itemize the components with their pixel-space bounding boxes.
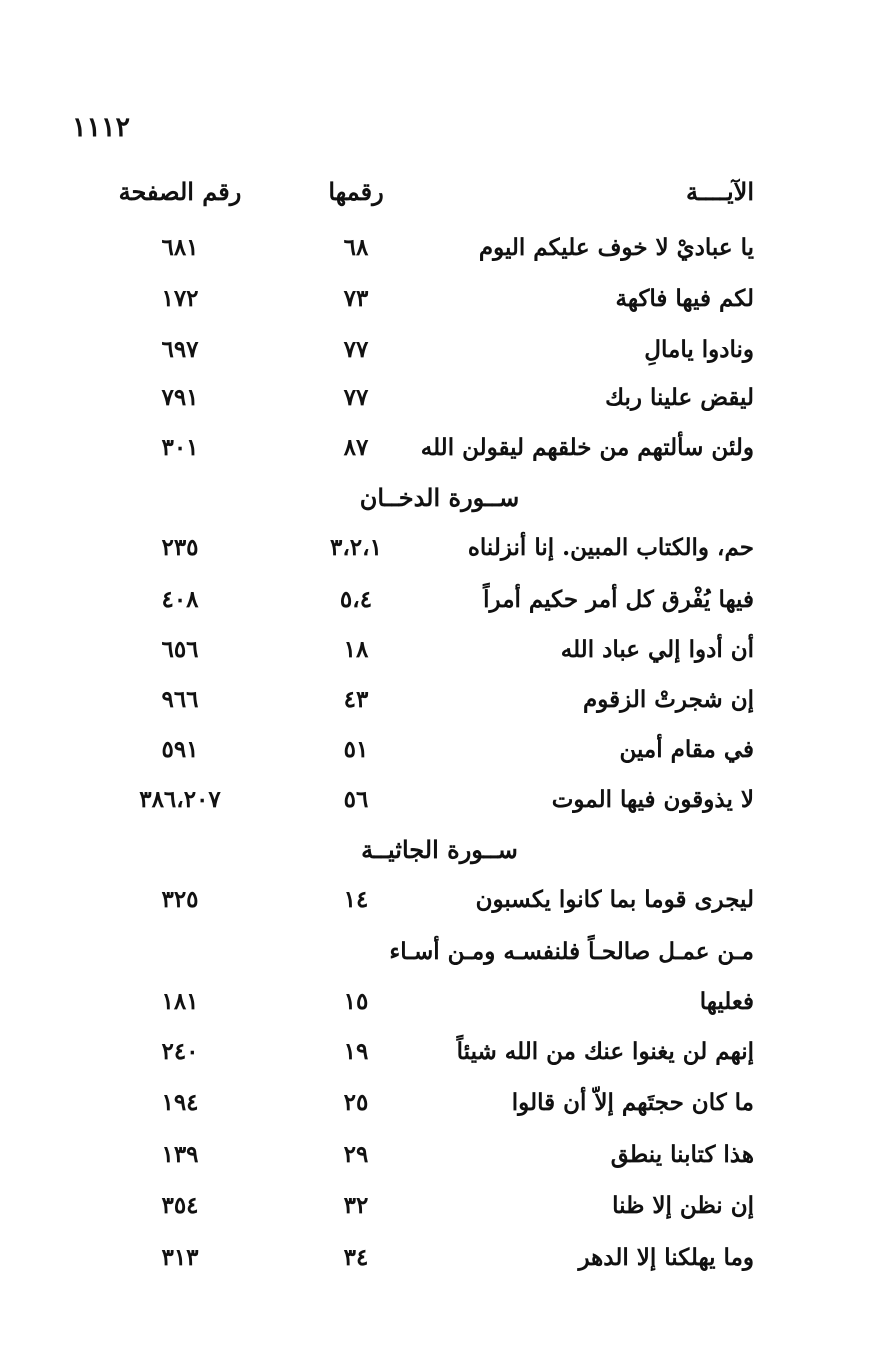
table-row <box>0 880 879 920</box>
verse-text: إن نظن إلا ظنا <box>612 1192 754 1219</box>
verse-text: هذا كتابنا ينطق <box>610 1141 754 1168</box>
page-ref: ٩٦٦ <box>161 686 199 713</box>
page-number: ١١١٢ <box>72 112 131 143</box>
header-page: رقم الصفحة <box>118 177 242 206</box>
verse-number: ١٤ <box>343 886 369 913</box>
verse-number: ٢٩ <box>343 1141 369 1168</box>
verse-number: ٤٣ <box>343 686 369 713</box>
verse-number: ١٨ <box>343 636 369 663</box>
table-header <box>0 172 879 212</box>
table-row <box>0 932 879 972</box>
table-row <box>0 630 879 670</box>
verse-text: لا يذوقون فيها الموت <box>551 786 754 813</box>
page-ref: ٣١٣ <box>161 1244 199 1271</box>
table-row <box>0 680 879 720</box>
verse-number: ٨٧ <box>343 434 369 461</box>
table-row <box>0 1186 879 1226</box>
verse-text: ليقض علينا ربك <box>605 384 754 411</box>
surah-title: ســورة الجاثيــة <box>361 835 518 864</box>
verse-text: وما يهلكنا إلا الدهر <box>578 1244 754 1271</box>
page-ref: ٦٥٦ <box>161 636 199 663</box>
page-ref: ١٧٢ <box>161 285 199 312</box>
verse-text: فعليها <box>699 988 754 1015</box>
verse-text: إن شجرتْ الزقوم <box>583 686 754 713</box>
verse-text: مـن عمـل صالحـاً فلنفسـه ومـن أسـاء <box>389 938 754 965</box>
table-row <box>0 228 879 268</box>
page-ref: ٣٥٤ <box>161 1192 199 1219</box>
table-row <box>0 428 879 468</box>
verse-number: ٥١ <box>343 736 369 763</box>
page-ref: ٣٠١ <box>161 434 199 461</box>
verse-number: ٣٢ <box>343 1192 369 1219</box>
table-row <box>0 528 879 568</box>
table-row <box>0 780 879 820</box>
verse-number: ٦٨ <box>343 234 369 261</box>
header-number: رقمها <box>328 177 384 206</box>
surah-title: ســورة الدخــان <box>359 483 520 512</box>
page-ref: ٢٣٥ <box>161 534 199 561</box>
verse-number: ٥٦ <box>343 786 369 813</box>
verse-text: يا عباديْ لا خوف عليكم اليوم <box>478 234 754 261</box>
verse-text: حم، والكتاب المبين. إنا أنزلناه <box>467 534 754 561</box>
page-ref: ٢٤٠ <box>161 1038 199 1065</box>
page-ref: ٥٩١ <box>161 736 199 763</box>
table-row <box>0 279 879 319</box>
page-ref: ١٨١ <box>161 988 199 1015</box>
verse-text: ونادوا يامالِ <box>644 336 754 363</box>
verse-text: ولئن سألتهم من خلقهم ليقولن الله <box>420 434 754 461</box>
table-row <box>0 330 879 370</box>
table-row <box>0 378 879 418</box>
page-ref: ٦٨١ <box>161 234 199 261</box>
verse-text: في مقام أمين <box>619 736 754 763</box>
verse-text: فيها يُفْرق كل أمر حكيم أمراً <box>483 586 754 613</box>
table-row <box>0 580 879 620</box>
header-verse: الآيــــة <box>685 177 754 206</box>
table-row <box>0 1083 879 1123</box>
verse-text: لكم فيها فاكهة <box>615 285 754 312</box>
table-row <box>0 1135 879 1175</box>
verse-number: ٢٥ <box>343 1089 369 1116</box>
verse-number: ٧٧ <box>343 384 369 411</box>
verse-number: ١٩ <box>343 1038 369 1065</box>
page-ref <box>60 932 300 972</box>
page-ref: ٣٨٦،٢٠٧ <box>139 786 221 813</box>
verse-text: ليجرى قوما بما كانوا يكسبون <box>475 886 754 913</box>
page-ref: ٦٩٧ <box>161 336 199 363</box>
verse-number: ١٥ <box>343 988 369 1015</box>
page-ref: ١٣٩ <box>161 1141 199 1168</box>
verse-number: ٣٤ <box>343 1244 369 1271</box>
verse-text: ما كان حجتَهم إلاّ أن قالوا <box>511 1089 754 1116</box>
verse-number: ٥،٤ <box>339 586 373 613</box>
verse-text: إنهم لن يغنوا عنك من الله شيئاً <box>456 1038 754 1065</box>
table-row <box>0 982 879 1022</box>
table-row <box>0 1032 879 1072</box>
verse-number: ٧٣ <box>343 285 369 312</box>
page-ref: ٤٠٨ <box>161 586 199 613</box>
verse-number: ٧٧ <box>343 336 369 363</box>
table-row <box>0 730 879 770</box>
table-row <box>0 1238 879 1278</box>
verse-number: ٣،٢،١ <box>330 534 382 561</box>
page-ref: ٧٩١ <box>161 384 199 411</box>
page-ref: ١٩٤ <box>161 1089 199 1116</box>
page-ref: ٣٢٥ <box>161 886 199 913</box>
verse-text: أن أدوا إلي عباد الله <box>560 636 754 663</box>
